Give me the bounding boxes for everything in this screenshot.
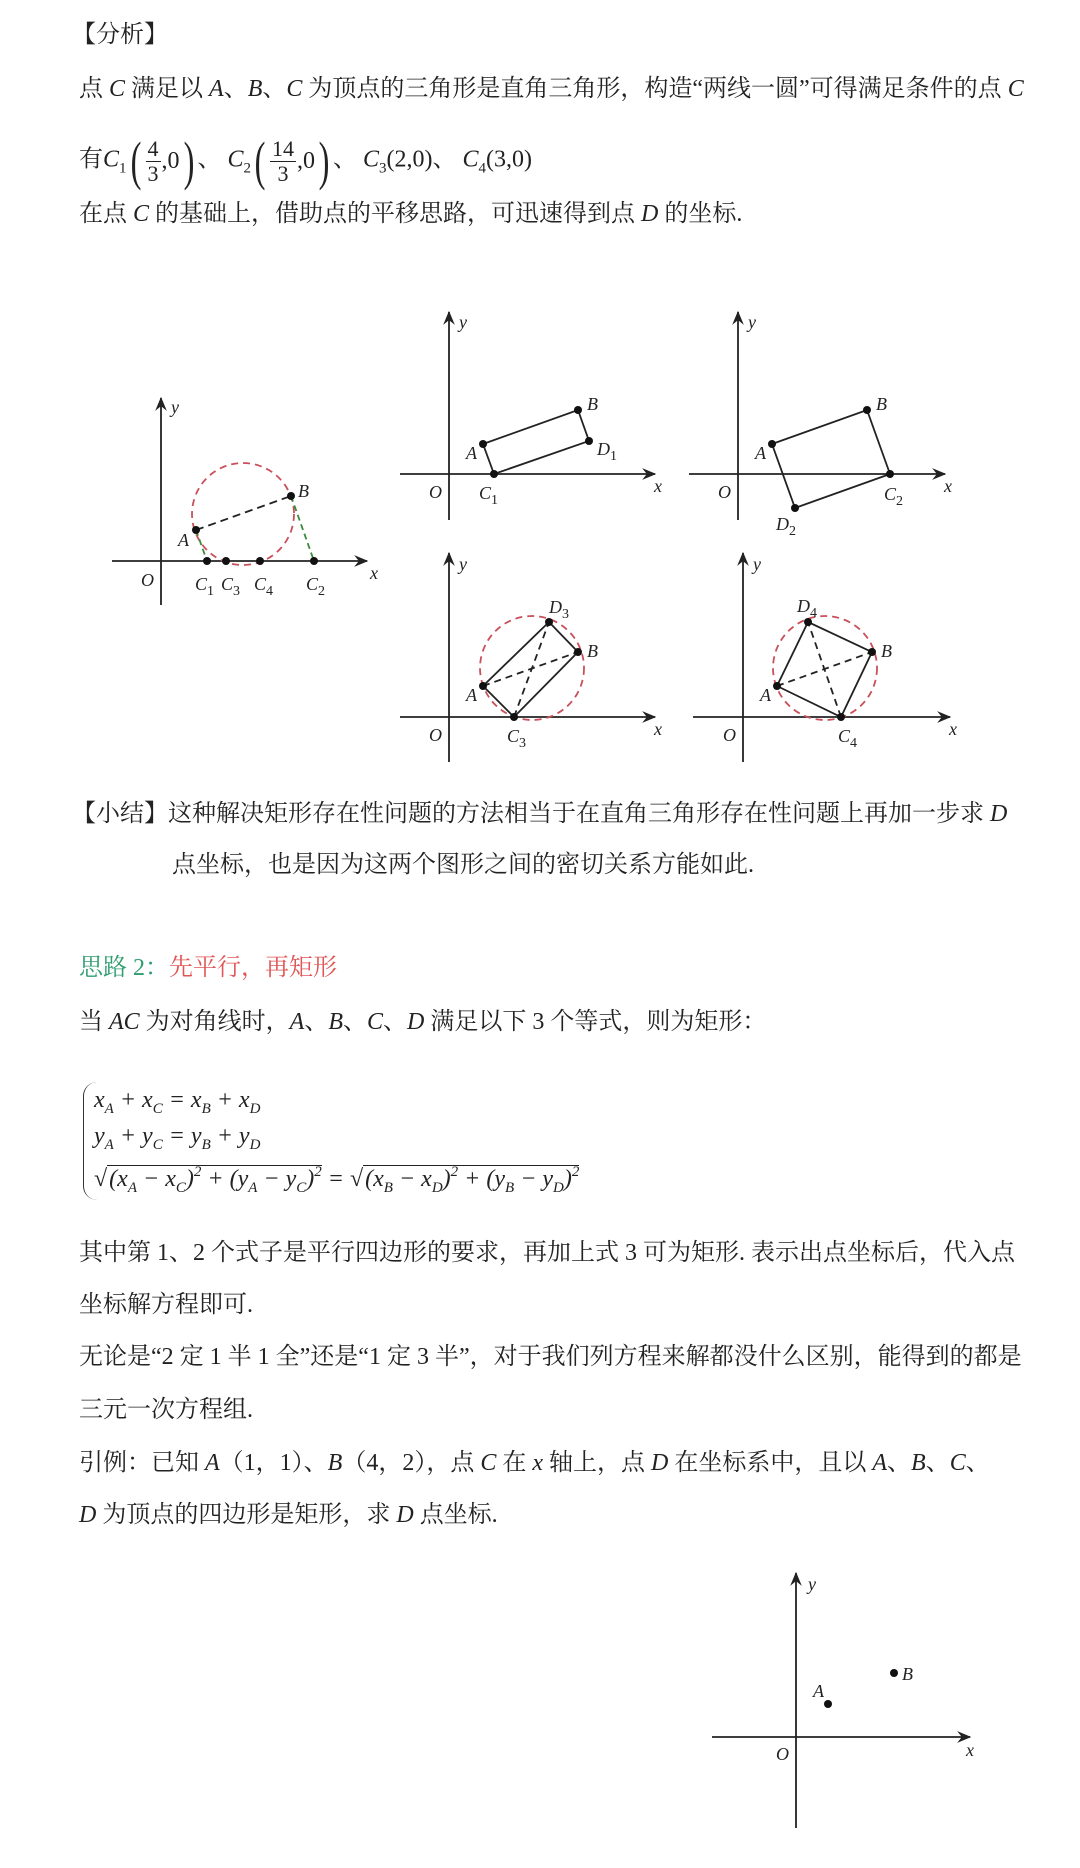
point-b-label: B [587,641,598,661]
paragraph-1: 其中第 1、2 个式子是平行四边形的要求，再加上式 3 可为矩形. 表示出点坐标后，代入点 [79,1240,1015,1266]
summary-line2: 点坐标，也是因为这两个图形之间的密切关系方能如此. [172,852,754,878]
y-axis-label: y [748,312,756,332]
equation-3-left: $√(x_A - x_C)^2 + (y_A - y_C)^2$ [94,1164,322,1196]
y-axis-label: y [459,312,467,332]
equation-3: $√(x_A - x_C)^2 + (y_A - y_C)^2 = √(x_B - x_D)^2 + (y_B - y_D)^2$ [94,1164,580,1196]
point-b-label: B [881,641,892,661]
point-a-label: A [760,685,771,705]
x-axis-label: x [966,1740,974,1760]
text-prefix: 有 [79,146,103,173]
frac-den: 3 [277,160,289,186]
point-d1-label: $D_1$ [597,439,617,464]
figure-2-rectangle [483,410,589,474]
origin-label: O [429,725,442,745]
point-c3-label: $C_3$ [221,574,241,599]
example-line1: 引例：已知 A（1，1）、B（4，2），点 C 在 x 轴上，点 D 在坐标系中，且以 A、B、C、 [79,1450,990,1476]
y-axis-label: y [459,554,467,574]
subscript: 2 [243,160,251,177]
point-d3-label: $D_3$ [549,597,569,622]
point-c1-label: $C_1$ [479,483,499,508]
point-b-label: B [902,1664,913,1684]
subscript: 1 [119,160,127,177]
coord-y: ,0 [296,148,315,174]
sep: 、 [197,146,222,173]
point-a-label: A [466,685,477,705]
figure-1-green-a [196,530,207,561]
point-c2-label: $C_2$ [306,574,326,599]
point-c1-label: $C_1$ [195,574,215,599]
analysis-line3: 在点 C 的基础上，借助点的平移思路，可迅速得到点 D 的坐标. [79,201,743,227]
point-d4-label: $D_4$ [797,596,817,621]
coord-c4: (3,0) [485,146,532,173]
y-axis-label: y [808,1574,816,1594]
frac-num: 14 [271,135,294,161]
coord-c1: ( $\frac{4}{3}$ ,0 ) [130,131,194,191]
example-line2: D 为顶点的四边形是矩形，求 D 点坐标. [79,1502,498,1528]
figure-4-diag-ab [483,652,578,686]
idea2-label: 思路 2： [79,955,169,981]
subscript: 4 [478,160,486,177]
point-b-label: B [876,394,887,414]
point-a-label: A [178,530,189,550]
analysis-line1: 点 C 满足以 A、B、C 为顶点的三角形是直角三角形，构造“两线一圆”可得满足条件的点 C [79,76,1024,102]
y-axis-label: y [171,397,179,417]
origin-label: O [141,570,154,590]
frac-den: 3 [147,160,159,186]
figure-3-rectangle [772,410,890,508]
coord-c3: (2,0) [386,146,433,173]
coord-y: ,0 [161,148,180,174]
origin-label: O [776,1744,789,1764]
origin-label: O [723,725,736,745]
equation-system [83,1082,579,1200]
idea2-heading [79,953,337,983]
coord-c2: ( $\frac{14}{3}$ ,0 ) [254,131,330,191]
point-c2-label: $C_2$ [884,484,904,509]
point-b-label: B [587,394,598,414]
figure-1-circle [192,463,294,565]
point-label: C [227,146,244,173]
origin-label: O [718,482,731,502]
paragraph-2: 坐标解方程即可. [79,1292,253,1318]
x-axis-label: x [949,719,957,739]
point-d2-label: $D_2$ [776,514,796,539]
idea2-title: 先平行，再矩形 [169,955,337,981]
equation-2: $y_A + y_C = y_B + y_D$ [94,1123,261,1153]
y-axis-label: y [753,554,761,574]
point-a-label: A [813,1681,824,1701]
point-c3-label: $C_3$ [507,726,527,751]
summary-label: 【小结】 [72,801,168,827]
point-c4-label: $C_4$ [254,574,274,599]
point-b-label: B [298,481,309,501]
subscript: 3 [378,160,387,177]
point-label: C [362,146,379,173]
equation-1: $x_A + x_C = x_B + x_D$ [94,1087,261,1117]
summary-text: 这种解决矩形存在性问题的方法相当于在直角三角形存在性问题上再加一步求 D [168,801,1008,827]
sep: 、 [332,146,357,173]
point-c4-label: $C_4$ [838,726,858,751]
equation-3-right: $√(x_B - x_D)^2 + (y_B - y_D)^2$ [349,1164,580,1196]
figure-6-axes [712,1573,970,1828]
x-axis-label: x [654,719,662,739]
sep: 、 [432,146,457,173]
frac-num: 4 [147,135,159,161]
x-axis-label: x [944,476,952,496]
point-label: C [103,146,120,173]
idea2-intro: 当 AC 为对角线时，A、B、C、D 满足以下 3 个等式，则为矩形： [79,1009,767,1035]
point-a-label: A [755,443,766,463]
paragraph-3: 无论是“2 定 1 半 1 全”还是“1 定 3 半”，对于我们列方程来解都没什么区别，能得到的都是 [79,1344,1022,1370]
x-axis-label: x [654,476,662,496]
figure-1-ab-dashed [196,496,291,530]
x-axis-label: x [370,563,378,583]
figure-4-diag-cd [514,622,549,717]
origin-label: O [429,482,442,502]
analysis-heading: 【分析】 [72,22,168,48]
figure-1-green-b [291,496,314,561]
point-a-label: A [466,443,477,463]
summary-line1 [72,799,1007,829]
paragraph-4: 三元一次方程组. [79,1397,253,1423]
point-label: C [462,146,479,173]
